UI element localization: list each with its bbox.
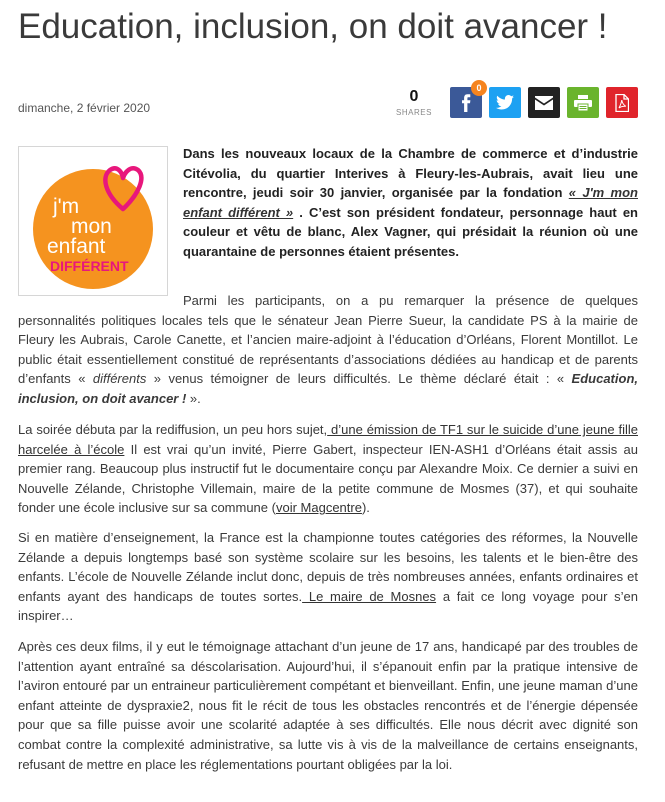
mosnes-mayor-link[interactable]: Le maire de Mosnes: [302, 588, 437, 604]
p2-text-3: ).: [361, 500, 370, 516]
p1-theme: Education, inclusion, on doit avancer !: [18, 371, 638, 406]
paragraph-testimonies: Après ces deux films, il y eut le témoignage attachant d’un jeune de 17 ans, handicapé par des troubles de l’attention ayant entraîné sa déscolarisation. Aujourd’hui, il s’épanouit enfin par la pratique intensive de l’aviron entouré par un entraineur particulièrement compétant et bienveillant. Enfin, une jeune maman d’une enfant atteinte de dyspraxie2, nous fit le récit de tous les obstacles rencontrés et de l’énergie dépensée pour que sa fille puisse avoir une scolarité adaptée à ses difficultés. Elle nous décrit avec dignité son combat contre la complexité administrative, sa lutte vis à vis de la malveillance de certains enseignants, refusant de mettre en place les réglementations pourtant obligées par la loi.: [18, 639, 638, 772]
paragraph-new-zealand: [18, 528, 638, 626]
foundation-logo-frame: [18, 146, 168, 296]
share-count: 0: [409, 88, 419, 105]
p1-text-1: Parmi les participants, on a pu remarquer la présence de quelques personnalités politiques locales tels que le sénateur Jean Pierre Sueur, la candidate PS à la mairie de Fleury les Aubrais, Carole Canette, et l’ancien maire-adjoint à l’éducation d’Orléans, Florent Montillot. Le public était essentiellement constitué de représentants d’associations dédiées au handicap et de parents d’enfants «: [18, 293, 638, 387]
intro-text-2: . C’est son président fondateur, personnage haut en couleur et vêtu de blanc, Alex Vagner, qui présidait la réunion où une quarantaine de personnes étaient présentes.: [183, 204, 638, 259]
article-title: Education, inclusion, on doit avancer !: [18, 7, 608, 46]
pdf-icon: [615, 94, 629, 112]
email-share-button[interactable]: [528, 87, 560, 118]
paragraph-participants: [18, 291, 638, 409]
twitter-share-button[interactable]: [489, 87, 521, 118]
paragraph-evening: [18, 420, 638, 518]
share-counter: [392, 88, 436, 117]
p2-text-1: La soirée débuta par la rediffusion, un peu hors sujet,: [18, 422, 328, 437]
intro-text-1: Dans les nouveaux locaux de la Chambre de commerce et d’industrie Citévolia, du quartier Interives à Fleury-les-Aubrais, avait lieu une rencontre, jeudi soir 30 janvier, organisée par la fondation: [183, 146, 638, 200]
article-date: dimanche, 2 février 2020: [18, 101, 151, 115]
foundation-logo: [19, 147, 167, 295]
tf1-broadcast-link[interactable]: d’une émission de TF1 sur le suicide d’une jeune fille harcelée à l’école: [18, 422, 638, 457]
p3-text-2: a fait ce long voyage pour s’en inspirer…: [18, 588, 639, 624]
share-label: SHARES: [396, 108, 432, 117]
facebook-share-badge: 0: [471, 80, 487, 96]
envelope-icon: [535, 96, 553, 110]
logo-line-3: enfant: [47, 235, 106, 258]
foundation-link[interactable]: « J'm mon enfant différent »: [183, 185, 638, 220]
pdf-button[interactable]: [606, 87, 638, 118]
twitter-icon: [496, 95, 514, 110]
p2-text-2: Il est vrai qu’un invité, Pierre Gabert, inspecteur IEN-ASH1 d’Orléans était assis au premier rang. Beaucoup plus instructif fut le documentaire conçu par Alexandre Moix. Ce dernier a suivi en Nouvelle Zélande, Christophe Villemain, maire de la petite commune de Mosmes (37), et qui souhaite fonder une école inclusive sur sa commune (: [18, 441, 638, 516]
print-button[interactable]: [567, 87, 599, 118]
intro-paragraph: [183, 144, 638, 261]
logo-line-1: j'm: [53, 195, 80, 218]
p1-italic: différents: [92, 371, 147, 387]
logo-line-2: mon: [71, 215, 112, 238]
magcentre-link[interactable]: voir Magcentre: [275, 500, 362, 516]
logo-line-4: DIFFÉRENT: [50, 258, 129, 274]
p1-text-3: ».: [186, 390, 201, 406]
facebook-icon: [459, 94, 473, 112]
p1-text-2: » venus témoigner de leurs difficultés. Le thème déclaré était : «: [146, 371, 572, 387]
p3-text-1: Si en matière d’enseignement, la France est la championne toutes catégories des réformes, la Nouvelle Zélande a depuis longtemps basé son système scolaire sur les besoins, les talents et le bien-être des enfants. L’école de Nouvelle Zélande inclut donc, depuis de très nombreuses années, enfants ordinaires et enfants ayant des handicaps de toutes sortes.: [18, 530, 638, 604]
printer-icon: [574, 95, 592, 111]
